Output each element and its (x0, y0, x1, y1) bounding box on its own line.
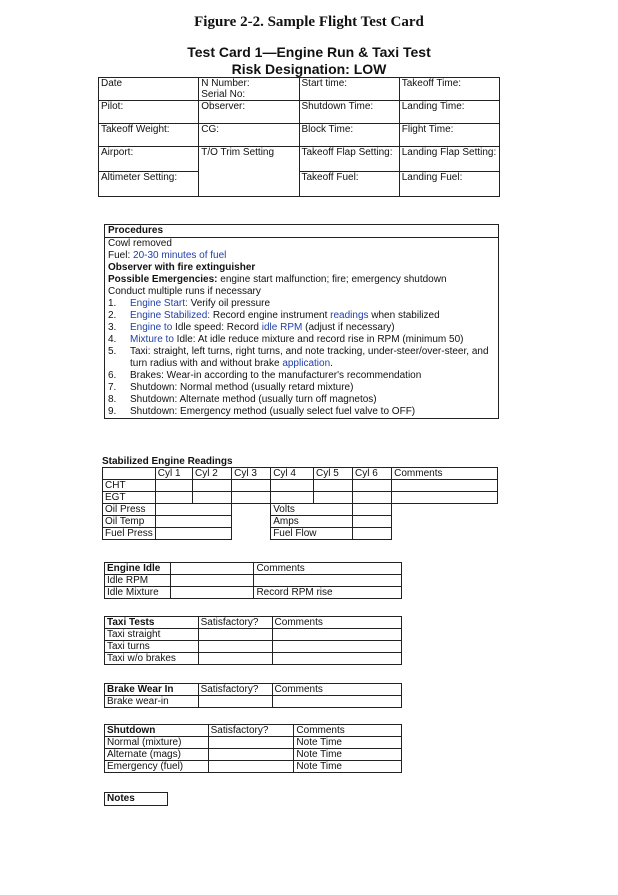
taxi-table (104, 616, 402, 665)
shutdown-normal-label: Normal (mixture) (105, 737, 209, 749)
spacer-cell (392, 528, 498, 540)
risk-designation: Risk Designation: LOW (231, 61, 387, 77)
reading-label: Fuel Press (103, 528, 156, 540)
reading-row (103, 528, 498, 540)
reading-cell[interactable] (271, 492, 314, 504)
electrical-label: Fuel Flow (271, 528, 353, 540)
taxi-sat-label: Satisfactory? (198, 617, 272, 629)
pilot-cell[interactable]: Pilot: (99, 101, 199, 124)
cg-cell[interactable]: CG: (199, 124, 299, 147)
idle-rpm-value[interactable] (170, 575, 254, 587)
reading-cell[interactable] (232, 480, 271, 492)
brake-sat-label: Satisfactory? (198, 684, 272, 696)
reading-cell[interactable] (155, 504, 231, 516)
brake-wearin-sat[interactable] (198, 696, 272, 708)
electrical-value[interactable] (353, 528, 392, 540)
altimeter-cell[interactable]: Altimeter Setting: (99, 172, 199, 197)
reading-cell[interactable] (392, 492, 498, 504)
reading-cell[interactable] (353, 492, 392, 504)
shutdown-time-cell[interactable]: Shutdown Time: (299, 101, 399, 124)
brake-table (104, 683, 402, 708)
reading-cell[interactable] (155, 492, 192, 504)
spacer-cell (392, 516, 498, 528)
procedure-step: 7. Shutdown: Normal method (usually retard mixture) (108, 382, 354, 393)
reading-cell[interactable] (313, 492, 352, 504)
taxi-nobrakes-sat[interactable] (198, 653, 272, 665)
fuel-line: Fuel: 20-30 minutes of fuel (108, 250, 227, 261)
reading-cell[interactable] (313, 480, 352, 492)
start-time-cell[interactable]: Start time: (299, 78, 399, 101)
notes-label: Notes (104, 792, 168, 806)
taxi-turns-sat[interactable] (198, 641, 272, 653)
observer-cell[interactable]: Observer: (199, 101, 299, 124)
trim-cell[interactable]: T/O Trim Setting (199, 147, 299, 197)
taxi-turns-comment[interactable] (272, 641, 401, 653)
taxi-nobrakes-comment[interactable] (272, 653, 401, 665)
procedure-step: 9. Shutdown: Emergency method (usually select fuel valve to OFF) (108, 406, 416, 417)
cyl-header: Cyl 3 (232, 468, 271, 480)
reading-row (103, 480, 498, 492)
reading-cell[interactable] (193, 480, 232, 492)
reading-row (103, 516, 498, 528)
electrical-value[interactable] (353, 504, 392, 516)
taxi-straight-sat[interactable] (198, 629, 272, 641)
airport-cell[interactable]: Airport: (99, 147, 199, 172)
shutdown-alternate-label: Alternate (mags) (105, 749, 209, 761)
takeoff-flap-cell[interactable]: Takeoff Flap Setting: (299, 147, 399, 172)
takeoff-time-cell[interactable]: Takeoff Time: (399, 78, 499, 101)
shutdown-emergency-note: Note Time (294, 761, 402, 773)
takeoff-weight-cell[interactable]: Takeoff Weight: (99, 124, 199, 147)
taxi-comments-label: Comments (272, 617, 401, 629)
cyl-header: Cyl 6 (353, 468, 392, 480)
procedures-block (104, 224, 499, 419)
header-table (98, 77, 500, 197)
reading-label: EGT (103, 492, 156, 504)
shutdown-title: Shutdown (105, 725, 209, 737)
shutdown-alternate-sat[interactable] (208, 749, 294, 761)
spacer-cell (232, 528, 271, 540)
emergencies-line: Possible Emergencies: engine start malfunction; fire; emergency shutdown (108, 274, 447, 285)
shutdown-emergency-label: Emergency (fuel) (105, 761, 209, 773)
idle-comments-label: Comments (254, 563, 402, 575)
block-time-cell[interactable]: Block Time: (299, 124, 399, 147)
n-number-cell[interactable]: N Number: Serial No: (199, 78, 299, 101)
landing-time-cell[interactable]: Landing Time: (399, 101, 499, 124)
card-title: Test Card 1—Engine Run & Taxi Test (187, 44, 431, 60)
flight-time-cell[interactable]: Flight Time: (399, 124, 499, 147)
landing-fuel-cell[interactable]: Landing Fuel: (399, 172, 499, 197)
engine-idle-table (104, 562, 402, 599)
idle-mixture-label: Idle Mixture (105, 587, 171, 599)
landing-flap-cell[interactable]: Landing Flap Setting: (399, 147, 499, 172)
shutdown-alternate-note: Note Time (294, 749, 402, 761)
figure-title: Figure 2-2. Sample Flight Test Card (194, 14, 424, 30)
reading-row (103, 492, 498, 504)
stabilized-title: Stabilized Engine Readings (102, 456, 233, 467)
electrical-label: Amps (271, 516, 353, 528)
spacer-cell (232, 504, 271, 516)
spacer-cell (232, 516, 271, 528)
procedure-step: 1. Engine Start: Verify oil pressure (108, 298, 271, 309)
idle-rpm-comment[interactable] (254, 575, 402, 587)
taxi-straight-label: Taxi straight (105, 629, 199, 641)
reading-cell[interactable] (353, 480, 392, 492)
spacer-cell (392, 504, 498, 516)
shutdown-emergency-sat[interactable] (208, 761, 294, 773)
procedure-step: 3. Engine to Idle speed: Record idle RPM (adjust if necessary) (108, 322, 395, 333)
cyl-header: Cyl 1 (155, 468, 192, 480)
electrical-value[interactable] (353, 516, 392, 528)
stabilized-table (102, 467, 498, 540)
shutdown-sat-label: Satisfactory? (208, 725, 294, 737)
taxi-straight-comment[interactable] (272, 629, 401, 641)
procedure-step: 8. Shutdown: Alternate method (usually turn off magnetos) (108, 394, 377, 405)
taxi-nobrakes-label: Taxi w/o brakes (105, 653, 199, 665)
reading-label: Oil Temp (103, 516, 156, 528)
reading-cell[interactable] (155, 528, 231, 540)
reading-cell[interactable] (232, 492, 271, 504)
reading-row (103, 504, 498, 516)
reading-cell[interactable] (155, 480, 192, 492)
cyl-header: Cyl 4 (271, 468, 314, 480)
shutdown-comments-label: Comments (294, 725, 402, 737)
reading-cell[interactable] (271, 480, 314, 492)
idle-rpm-label: Idle RPM (105, 575, 171, 587)
procedure-step: 2. Engine Stabilized: Record engine instrument readings when stabilized (108, 310, 440, 321)
shutdown-normal-note: Note Time (294, 737, 402, 749)
takeoff-fuel-cell[interactable]: Takeoff Fuel: (299, 172, 399, 197)
electrical-label: Volts (271, 504, 353, 516)
taxi-title: Taxi Tests (105, 617, 199, 629)
shutdown-table (104, 724, 402, 773)
procedure-step: 4. Mixture to Idle: At idle reduce mixture and record rise in RPM (minimum 50) (108, 334, 464, 345)
reading-cell[interactable] (193, 492, 232, 504)
observer-line: Observer with fire extinguisher (108, 262, 256, 273)
cowl-text: Cowl removed (108, 238, 172, 249)
engine-idle-title: Engine Idle (105, 563, 171, 575)
reading-cell[interactable] (155, 516, 231, 528)
reading-label: CHT (103, 480, 156, 492)
procedures-title: Procedures (108, 225, 164, 236)
procedure-step: 5. Taxi: straight, left turns, right turns, and note tracking, under-steer/over-steer, and turn radius with and without brake application. (108, 346, 489, 369)
cyl-header: Comments (392, 468, 498, 480)
procedure-step: 6. Brakes: Wear-in according to the manufacturer's recommendation (108, 370, 422, 381)
date-cell[interactable]: Date (99, 78, 199, 101)
cyl-header: Cyl 5 (313, 468, 352, 480)
taxi-turns-label: Taxi turns (105, 641, 199, 653)
idle-blank[interactable] (170, 563, 254, 575)
brake-wearin-label: Brake wear-in (105, 696, 199, 708)
idle-mixture-value[interactable] (170, 587, 254, 599)
brake-title: Brake Wear In (105, 684, 199, 696)
corner-cell (103, 468, 156, 480)
brake-comments-label: Comments (272, 684, 402, 696)
reading-cell[interactable] (392, 480, 498, 492)
brake-wearin-comment[interactable] (272, 696, 402, 708)
cyl-header: Cyl 2 (193, 468, 232, 480)
rpm-rise-label: Record RPM rise (254, 587, 402, 599)
runs-line: Conduct multiple runs if necessary (108, 286, 261, 297)
shutdown-normal-sat[interactable] (208, 737, 294, 749)
reading-label: Oil Press (103, 504, 156, 516)
